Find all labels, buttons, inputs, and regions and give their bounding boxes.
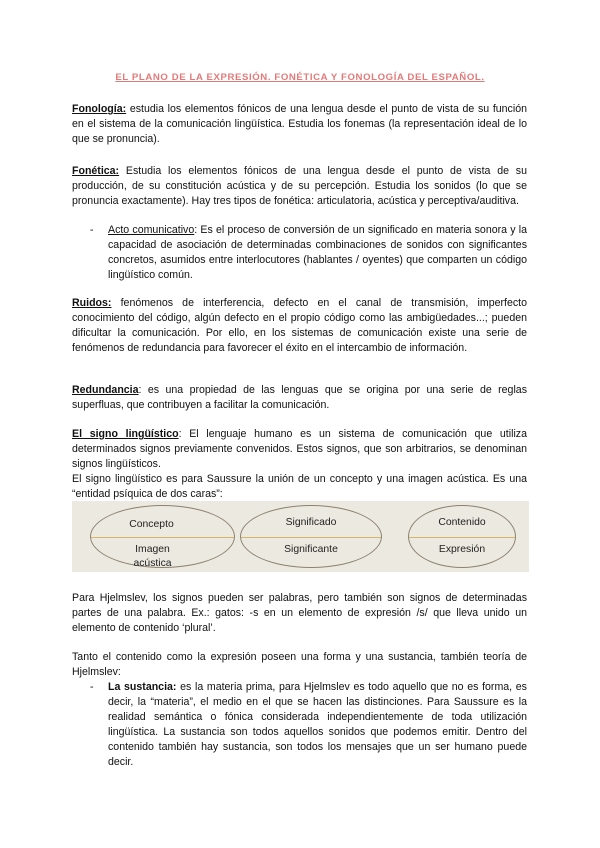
term-ruidos: Ruidos:	[72, 297, 112, 309]
sign-diagram	[72, 501, 529, 572]
oval-divider	[91, 537, 234, 538]
paragraph-signo	[72, 427, 527, 472]
term-sustancia: La sustancia:	[108, 681, 177, 693]
paragraph-redundancia	[72, 383, 527, 413]
paragraph-hjelmslev	[72, 591, 527, 636]
label-significante: Significante	[284, 544, 338, 555]
term-redundancia: Redundancia	[72, 384, 139, 396]
text-fonologia: estudia los elementos fónicos de una lengua desde el punto de vista de su función en el sistema de la comunicación lingüística. Estudia los fonemas (la representación ideal de lo que se pronuncia).	[72, 103, 527, 145]
oval-contenido-expresion	[408, 505, 516, 568]
label-acustica: acústica	[133, 558, 172, 569]
text-sustancia: es la materia prima, para Hjelmslev es todo aquello que no es forma, es decir, la “materia”, el medio en el que se hacen las distinciones. Para Saussure es la realidad semántica o fónica considerada independientemente de toda utilización lingüística. La sustancia son todos aquellos sonidos que podemos emitir. Dentro del contenido también hay sustancia, son todos los mensajes que un ser humano puede decir.	[108, 681, 527, 768]
bullet-sustancia	[90, 680, 527, 770]
bullet-dash: -	[90, 681, 94, 693]
text-redundancia: : es una propiedad de las lenguas que se origina por una serie de reglas superfluas, que contribuyen a facilitar la comunicación.	[72, 384, 527, 411]
text-hjelmslev: Para Hjelmslev, los signos pueden ser palabras, pero también son signos de determinadas partes de una palabra. Ex.: gatos: -s en un elemento de expresión /s/ que lleva unido un elemento de contenido ‘plural’.	[72, 592, 527, 634]
label-contenido: Contenido	[438, 517, 486, 528]
bullet-text	[108, 680, 527, 770]
label-significado: Significado	[285, 517, 337, 528]
paragraph-fonologia	[72, 102, 527, 147]
text-signo-saussure: El signo lingüístico es para Saussure la unión de un concepto y una imagen acústica. Es una “entidad psíquica de dos caras”:	[72, 473, 527, 500]
oval-concepto-imagen	[90, 505, 235, 568]
text-acto-comunicativo: : Es el proceso de conversión de un significado en materia sonora y la capacidad de asociación de determinadas combinaciones de sonidos con significantes concretos, asumidos entre interlocutores (hablantes / oyentes) que comparten un código lingüístico común.	[108, 224, 528, 281]
term-acto-comunicativo: Acto comunicativo	[108, 224, 195, 236]
paragraph-signo-saussure	[72, 472, 527, 502]
oval-divider	[241, 537, 381, 538]
paragraph-fonetica	[72, 164, 527, 209]
paragraph-tanto	[72, 650, 527, 680]
label-imagen: Imagen	[135, 544, 170, 555]
bullet-acto-comunicativo	[90, 223, 527, 283]
bullet-text	[108, 223, 527, 283]
text-ruidos: fenómenos de interferencia, defecto en el canal de transmisión, imperfecto conocimiento del código, algún defecto en el propio código como las ambigüedades...; pueden dificultar la comunicación. Por ello, en los sistemas de comunicación existe una serie de fenómenos de redundancia para favorecer el éxito en el intercambio de información.	[72, 297, 527, 354]
term-fonetica: Fonética:	[72, 165, 120, 177]
text-tanto: Tanto el contenido como la expresión poseen una forma y una sustancia, también teoría de Hjelmslev:	[72, 651, 527, 678]
label-concepto: Concepto	[129, 519, 174, 530]
term-signo: El signo lingüístico	[72, 428, 179, 440]
page-title: EL PLANO DE LA EXPRESIÓN. FONÉTICA Y FONOLOGÍA DEL ESPAÑOL.	[115, 72, 485, 83]
bullet-dash: -	[90, 224, 94, 236]
text-fonetica: Estudia los elementos fónicos de una lengua desde el punto de vista de su producción, de su constitución acústica y de su percepción. Estudia los sonidos (lo que se pronuncia exactamente). Hay tres tipos de fonética: articulatoria, acústica y perceptiva/auditiva.	[72, 165, 527, 207]
term-fonologia: Fonología:	[72, 103, 127, 115]
paragraph-ruidos	[72, 296, 527, 356]
oval-divider	[409, 537, 515, 538]
oval-significado-significante	[240, 505, 382, 568]
text-signo: : El lenguaje humano es un sistema de comunicación que utiliza determinados signos previamente convenidos. Estos signos, que son arbitrarios, se denominan signos lingüísticos.	[72, 428, 527, 470]
label-expresion: Expresión	[438, 544, 486, 555]
